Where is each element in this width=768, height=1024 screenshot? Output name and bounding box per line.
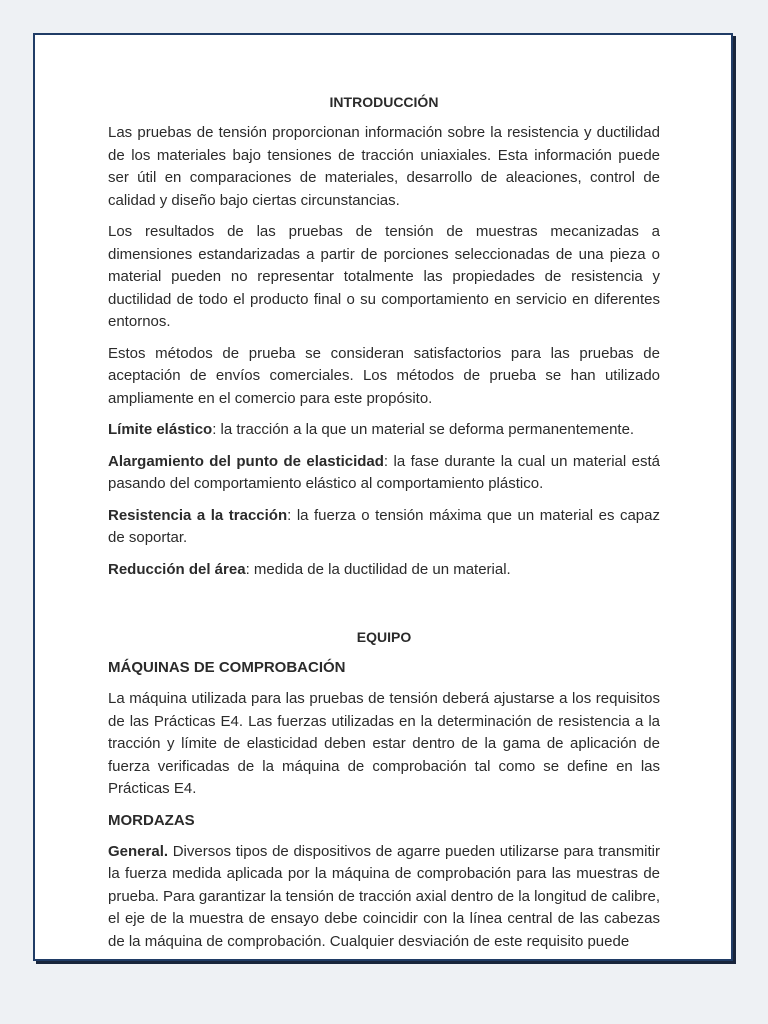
maquinas-paragraph: La máquina utilizada para las pruebas de tensión deberá ajustarse a los requisitos de las Prácticas E4. Las fuerzas utilizadas en la determinación de resistencia a la tracción y límite de elasticidad deben estar dentro de la gama de aplicación de fuerza verificadas de la máquina de comprobación tal como se define en las Prácticas E4. <box>108 690 660 797</box>
mordazas-heading: MORDAZAS <box>108 811 195 829</box>
document-content <box>108 91 660 961</box>
definition-term: Límite elástico <box>108 421 213 438</box>
general-term: General. <box>108 842 169 860</box>
definition-text: : la tracción a la que un material se deforma permanentemente. <box>212 421 635 438</box>
definition-reduccion <box>108 559 660 582</box>
intro-paragraph-3: Estos métodos de prueba se consideran satisfactorios para las pruebas de aceptación de envíos comerciales. Los métodos de prueba se han utilizado ampliamente en el comercio para este propósito. <box>108 344 660 407</box>
definition-resistencia <box>108 505 660 550</box>
intro-title: INTRODUCCIÓN <box>329 94 439 110</box>
document-page <box>33 33 733 961</box>
definition-alargamiento <box>108 451 660 496</box>
equipo-title: EQUIPO <box>356 629 412 645</box>
definition-term: Alargamiento del punto de elasticidad <box>108 452 384 470</box>
intro-paragraph-1: Las pruebas de tensión proporcionan información sobre la resistencia y ductilidad de los materiales bajo tensiones de tracción uniaxiales. Esta información puede ser útil en comparaciones de materiales, desarrollo de aleaciones, control de calidad y diseño bajo ciertas circunstancias. <box>108 124 660 209</box>
definition-text: : la fuerza o tensión máxima que un material es capaz de soportar. <box>108 506 660 546</box>
section-spacer <box>108 590 660 626</box>
definition-text: : medida de la ductilidad de un material. <box>245 560 511 578</box>
definition-text: : la fase durante la cual un material está pasando del comportamiento elástico al comportamiento plástico. <box>108 452 660 492</box>
general-text: Diversos tipos de dispositivos de agarre pueden utilizarse para transmitir la fuerza medida aplicada por la máquina de comprobación para las muestras de prueba. Para garantizar la tensión de tracción axial dentro de la longitud de calibre, el eje de la muestra de ensayo debe coincidir con la línea central de las cabezas de la máquina de comprobación. Cualquier desviación de este requisito puede <box>108 842 661 950</box>
definition-limite-elastico <box>108 419 660 442</box>
maquinas-heading: MÁQUINAS DE COMPROBACIÓN <box>108 659 346 676</box>
definition-term: Reducción del área <box>108 560 246 578</box>
intro-paragraph-2: Los resultados de las pruebas de tensión de muestras mecanizadas a dimensiones estandarizadas a partir de porciones seleccionadas de una pieza o material pueden no representar totalmente las propiedades de resistencia y ductilidad de todo el producto final o su comportamiento en servicio en diferentes entornos. <box>108 223 660 330</box>
general-paragraph <box>108 841 660 954</box>
definition-term: Resistencia a la tracción <box>108 506 288 524</box>
